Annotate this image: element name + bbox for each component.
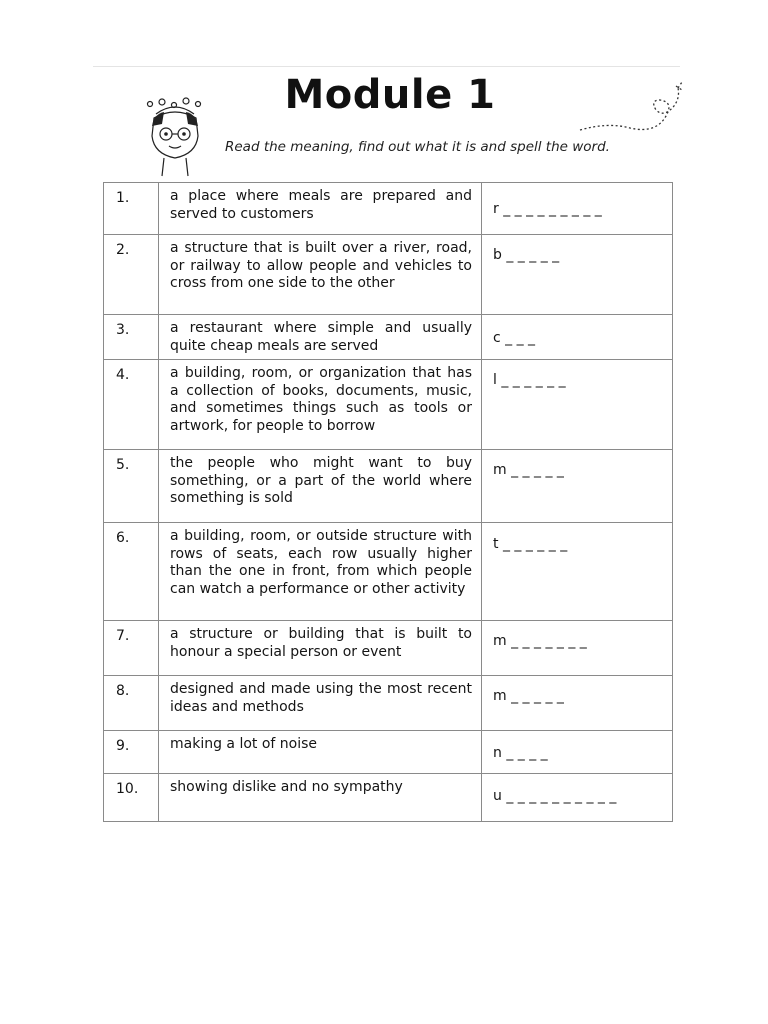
item-definition: a structure or building that is built to honour a special person or event bbox=[170, 626, 472, 660]
item-definition: making a lot of noise bbox=[170, 736, 318, 752]
item-definition: a restaurant where simple and usually quite cheap meals are served bbox=[170, 320, 472, 354]
table-row bbox=[104, 450, 673, 523]
item-number: 8. bbox=[104, 676, 159, 731]
answer-blank: m _ _ _ _ _ bbox=[493, 688, 564, 704]
answer-blank: n _ _ _ _ bbox=[493, 745, 548, 761]
answer-blank: b _ _ _ _ _ bbox=[493, 247, 560, 263]
answer-blank: m _ _ _ _ _ bbox=[493, 462, 564, 478]
answer-blank: r _ _ _ _ _ _ _ _ _ bbox=[493, 201, 602, 217]
table-row bbox=[104, 315, 673, 360]
item-number: 10. bbox=[104, 774, 159, 822]
answer-blank: u _ _ _ _ _ _ _ _ _ _ bbox=[493, 788, 617, 804]
page-title: Module 1 bbox=[284, 72, 496, 118]
item-number: 9. bbox=[104, 731, 159, 774]
item-definition: a building, room, or organization that has a collection of books, documents, music, and sometimes things such as tools or artwork, for people to borrow bbox=[170, 365, 472, 434]
table-row bbox=[104, 774, 673, 822]
table-row bbox=[104, 360, 673, 450]
item-number: 3. bbox=[104, 315, 159, 360]
table-row bbox=[104, 183, 673, 235]
answer-blank: m _ _ _ _ _ _ _ bbox=[493, 633, 587, 649]
table-row bbox=[104, 731, 673, 774]
table-row bbox=[104, 523, 673, 621]
item-definition: a building, room, or outside structure with rows of seats, each row usually higher than the one in front, from which people can watch a performance or other activity bbox=[170, 528, 472, 597]
item-number: 5. bbox=[104, 450, 159, 523]
item-definition: designed and made using the most recent ideas and methods bbox=[170, 681, 472, 715]
item-number: 7. bbox=[104, 621, 159, 676]
item-number: 4. bbox=[104, 360, 159, 450]
table-row bbox=[104, 621, 673, 676]
item-number: 2. bbox=[104, 235, 159, 315]
item-definition: showing dislike and no sympathy bbox=[170, 779, 403, 795]
item-definition: the people who might want to buy something, or a part of the world where something is sold bbox=[170, 455, 472, 506]
item-number: 6. bbox=[104, 523, 159, 621]
top-divider bbox=[93, 66, 680, 67]
answer-blank: t _ _ _ _ _ _ bbox=[493, 536, 568, 552]
vocabulary-table bbox=[103, 182, 673, 822]
item-definition: a structure that is built over a river, road, or railway to allow people and vehicles to cross from one side to the other bbox=[170, 240, 472, 291]
answer-blank: c _ _ _ bbox=[493, 330, 536, 346]
table-row bbox=[104, 676, 673, 731]
item-definition: a place where meals are prepared and served to customers bbox=[170, 188, 472, 222]
answer-blank: l _ _ _ _ _ _ bbox=[493, 372, 566, 388]
table-row bbox=[104, 235, 673, 315]
instructions: Read the meaning, find out what it is and spell the word. bbox=[225, 139, 610, 155]
item-number: 1. bbox=[104, 183, 159, 235]
squiggle-decoration bbox=[578, 76, 688, 140]
